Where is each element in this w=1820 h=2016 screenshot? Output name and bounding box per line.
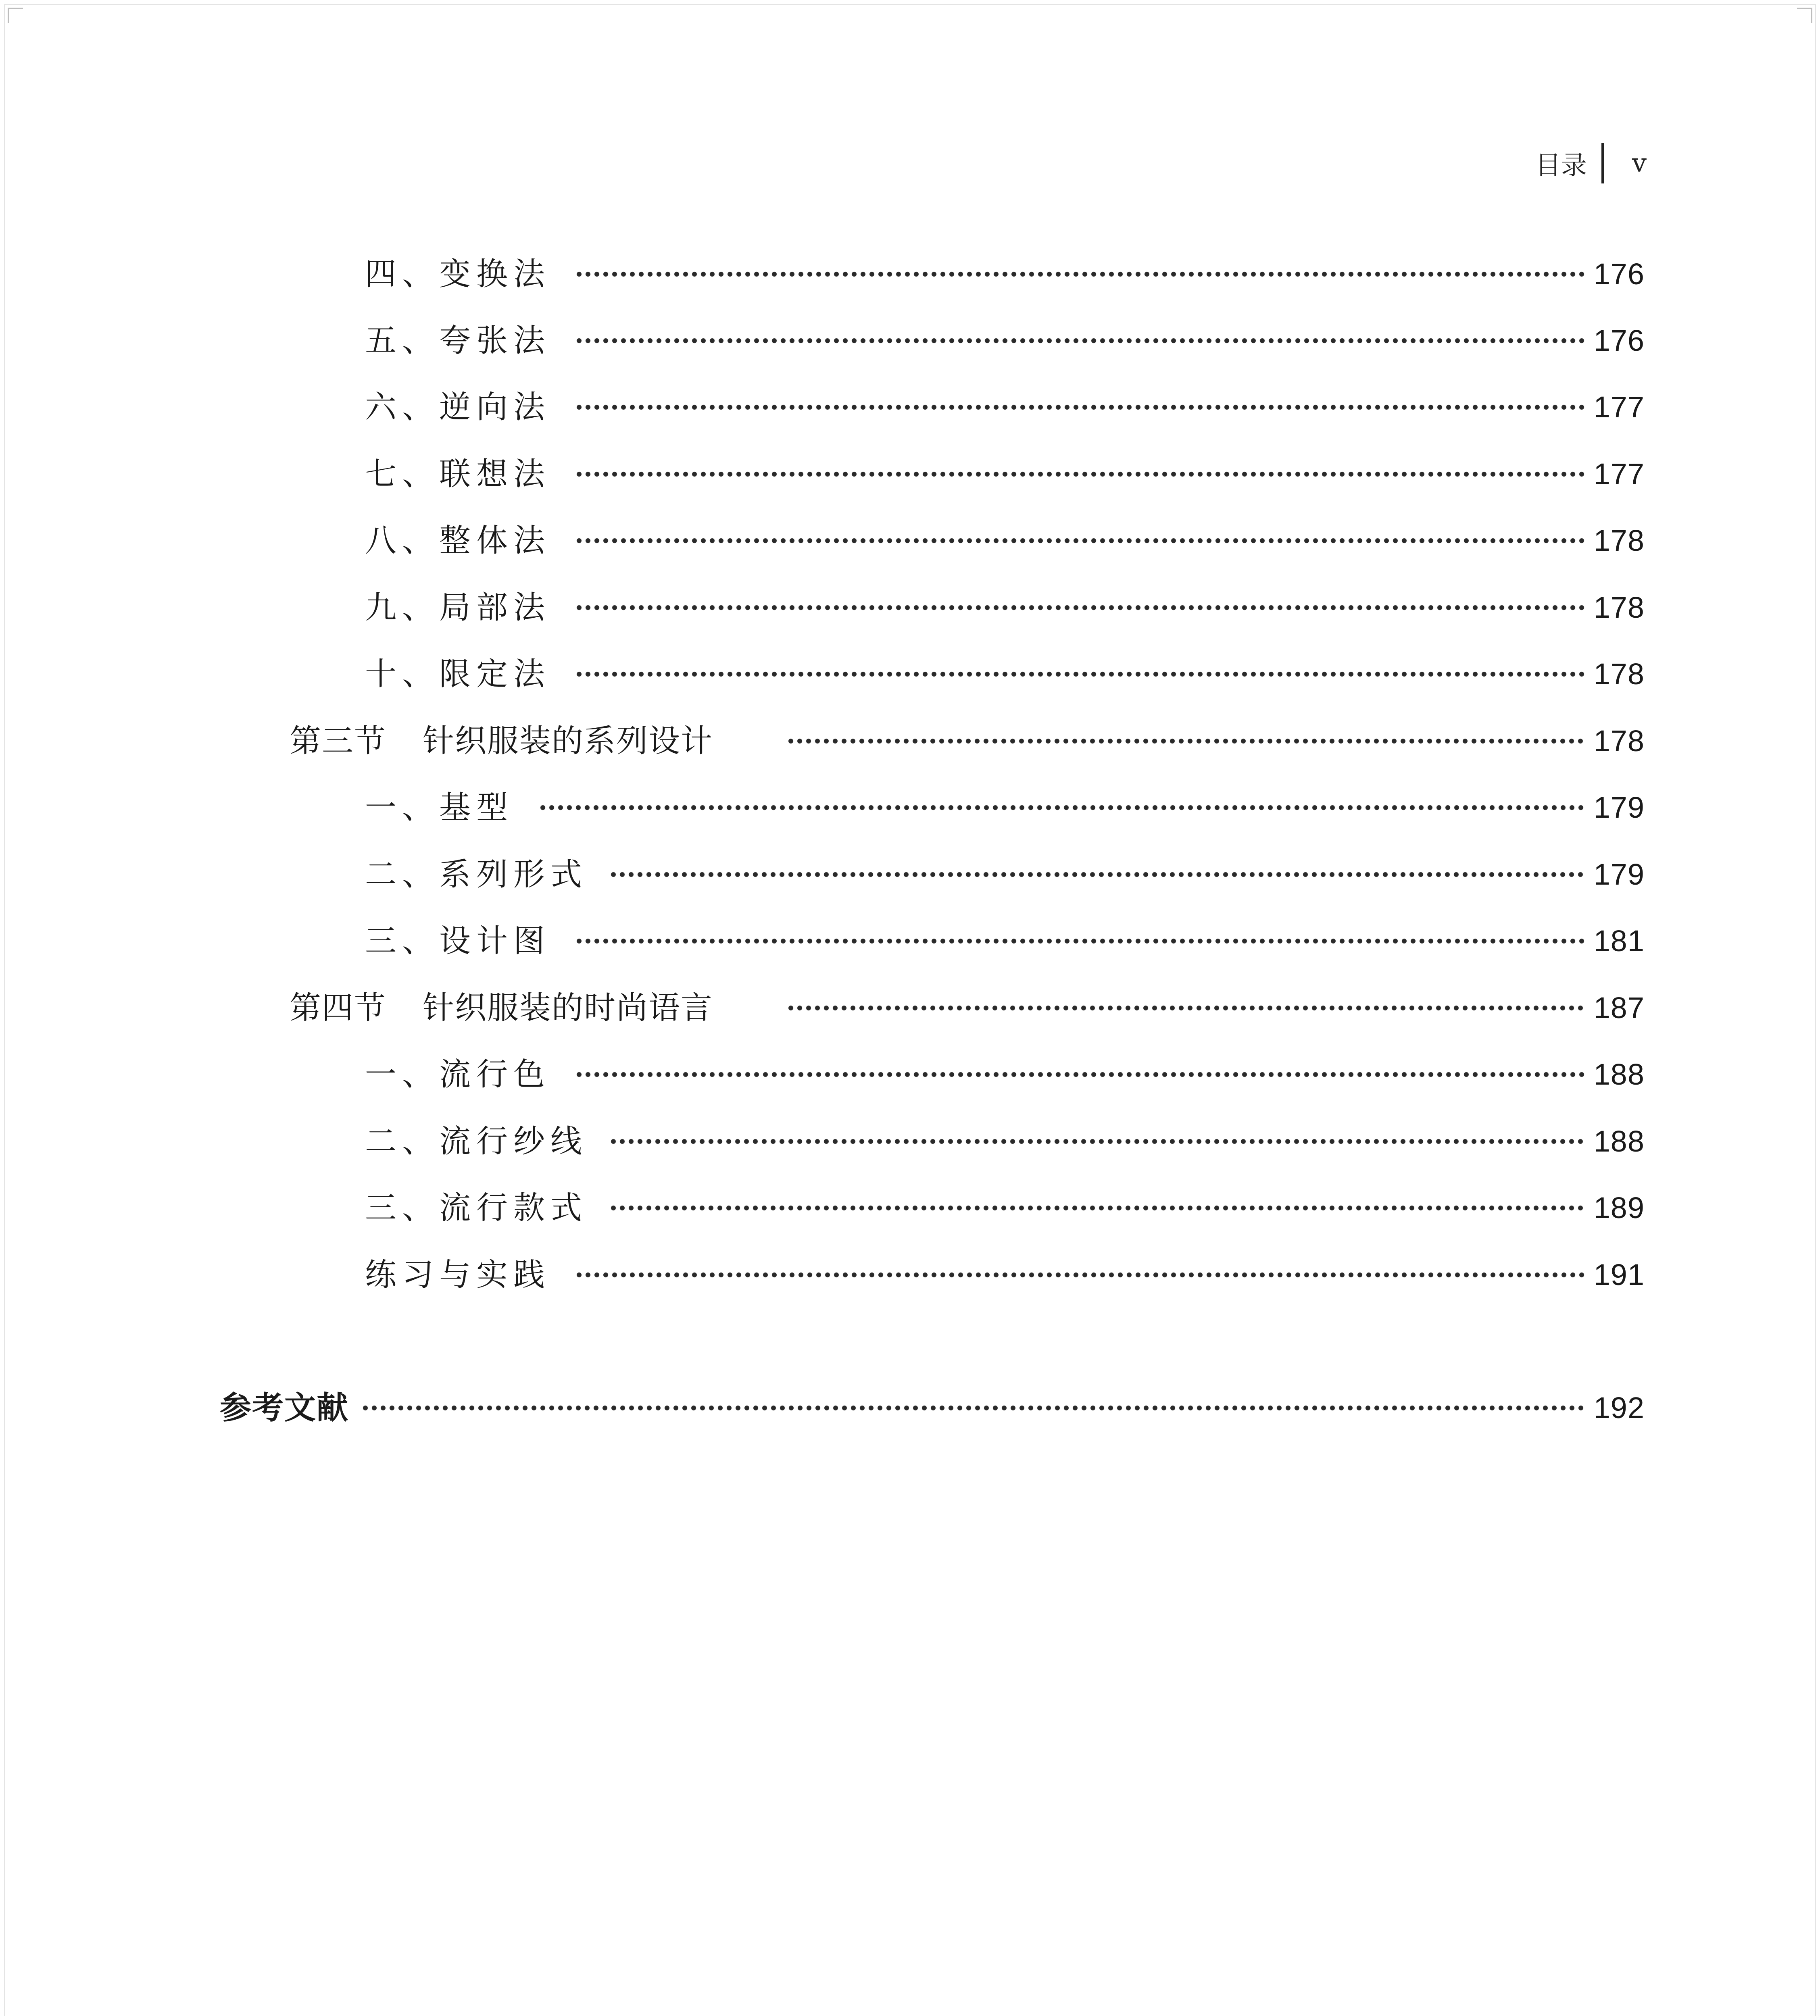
toc-entry-label: 十、限定法 xyxy=(365,656,551,692)
dot-leader xyxy=(786,709,1586,773)
toc-entry[interactable] xyxy=(0,242,1820,306)
toc-entry[interactable] xyxy=(0,308,1820,373)
toc-entry[interactable] xyxy=(0,1176,1820,1240)
toc-entry-page: 177 xyxy=(1593,390,1645,424)
toc-entry-page: 192 xyxy=(1593,1391,1645,1425)
running-head-title: 目录 xyxy=(1535,151,1587,181)
toc-entry-label: 一、基型 xyxy=(365,789,514,826)
toc-entry-page: 176 xyxy=(1593,257,1645,291)
dot-leader xyxy=(575,575,1586,640)
running-head xyxy=(1535,143,1647,183)
dot-leader xyxy=(575,1042,1586,1107)
dot-leader xyxy=(575,375,1586,439)
section-number: 第三节 xyxy=(290,723,387,759)
toc-entry-page: 178 xyxy=(1593,724,1645,758)
crop-mark xyxy=(8,8,23,23)
section-title: 针织服装的系列设计 xyxy=(423,723,713,759)
dot-leader xyxy=(575,508,1586,573)
toc-entry-page: 176 xyxy=(1593,324,1645,357)
dot-leader xyxy=(575,1243,1586,1307)
dot-leader xyxy=(575,642,1586,706)
section-title: 针织服装的时尚语言 xyxy=(423,990,713,1026)
toc-entry[interactable] xyxy=(0,375,1820,439)
toc-entry-page: 178 xyxy=(1593,524,1645,557)
toc-entry-label: 四、变换法 xyxy=(365,256,551,292)
toc-entry-page: 189 xyxy=(1593,1191,1645,1225)
toc-section-entry[interactable] xyxy=(0,709,1820,773)
toc-chapter-entry[interactable] xyxy=(0,1376,1820,1440)
toc-entry-label: 六、逆向法 xyxy=(365,389,551,425)
toc-entry[interactable] xyxy=(0,1243,1820,1307)
toc-entry-page: 181 xyxy=(1593,924,1645,958)
toc-entry-page: 191 xyxy=(1593,1258,1645,1291)
toc-entry-label: 三、流行款式 xyxy=(365,1190,588,1226)
toc-entry-label: 二、流行纱线 xyxy=(365,1123,588,1160)
dot-leader xyxy=(575,909,1586,973)
dot-leader xyxy=(575,242,1586,306)
toc-entry[interactable] xyxy=(0,909,1820,973)
dot-leader xyxy=(609,842,1586,907)
toc-entry-page: 178 xyxy=(1593,591,1645,624)
toc-entry[interactable] xyxy=(0,442,1820,506)
toc-entry-label: 三、设计图 xyxy=(365,923,551,959)
toc-entry[interactable] xyxy=(0,642,1820,706)
dot-leader xyxy=(538,775,1586,840)
toc-entry[interactable] xyxy=(0,1042,1820,1107)
toc-entry[interactable] xyxy=(0,575,1820,640)
toc-entry-label: 五、夸张法 xyxy=(365,323,551,359)
toc-entry-page: 188 xyxy=(1593,1125,1645,1158)
toc-entry[interactable] xyxy=(0,842,1820,907)
toc-entry-page: 177 xyxy=(1593,457,1645,491)
toc-chapter-label: 参考文献 xyxy=(220,1390,349,1426)
dot-leader xyxy=(575,442,1586,506)
dot-leader xyxy=(609,1176,1586,1240)
toc-entry-label: 练习与实践 xyxy=(365,1257,551,1293)
toc-entry-label: 九、局部法 xyxy=(365,589,551,626)
toc-entry-page: 187 xyxy=(1593,991,1645,1025)
running-head-separator xyxy=(1601,143,1604,183)
dot-leader xyxy=(786,976,1586,1040)
dot-leader xyxy=(609,1109,1586,1174)
toc-entry-label: 二、系列形式 xyxy=(365,856,588,893)
toc-entry-page: 179 xyxy=(1593,858,1645,891)
toc-entry-label: 八、整体法 xyxy=(365,523,551,559)
toc-section-entry[interactable] xyxy=(0,976,1820,1040)
dot-leader xyxy=(361,1376,1586,1440)
running-head-page-numeral: v xyxy=(1632,148,1647,178)
toc-entry-label: 七、联想法 xyxy=(365,456,551,492)
toc-entry-page: 188 xyxy=(1593,1058,1645,1091)
toc-section-label xyxy=(290,709,713,773)
dot-leader xyxy=(575,308,1586,373)
section-number: 第四节 xyxy=(290,990,387,1026)
crop-mark xyxy=(1797,8,1812,23)
toc-entry-label: 一、流行色 xyxy=(365,1056,551,1093)
toc-entry[interactable] xyxy=(0,775,1820,840)
toc-entry[interactable] xyxy=(0,508,1820,573)
toc-entry-page: 179 xyxy=(1593,791,1645,824)
toc-section-label xyxy=(290,976,713,1040)
toc-entry-page: 178 xyxy=(1593,657,1645,691)
toc-entry[interactable] xyxy=(0,1109,1820,1174)
